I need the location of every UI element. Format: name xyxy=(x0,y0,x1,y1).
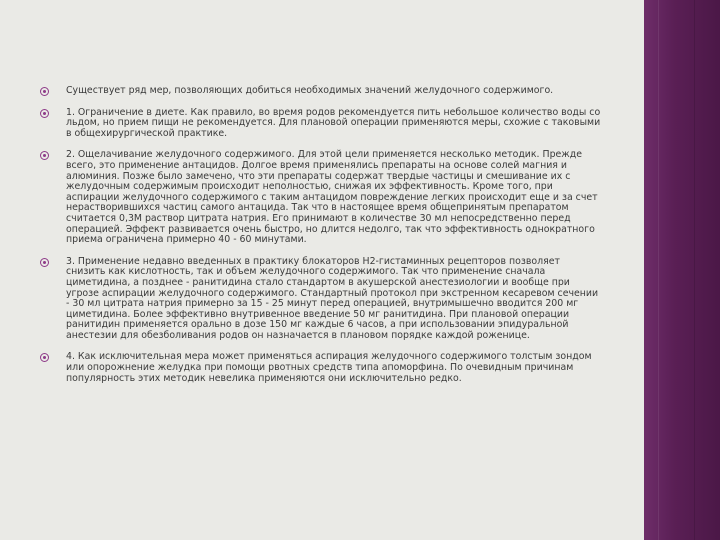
bullet-text: Существует ряд мер, позволяющих добиться необходимых значений желудочного содержимого. xyxy=(66,85,554,96)
bullet-circle-icon xyxy=(40,151,49,160)
bullet-item xyxy=(40,352,602,384)
bullet-circle-icon xyxy=(40,258,49,267)
bullet-text: 1. Ограничение в диете. Как правило, во время родов рекомендуется пить небольшое количество воды со льдом, но прием пищи не рекомендуется. Для плановой операции применяются меры, схожие с таковыми в общехирургической практике. xyxy=(66,106,601,139)
bullet-circle-icon xyxy=(40,109,49,118)
bullet-text: 4. Как исключительная мера может применяться аспирация желудочного содержимого толстым зондом или опорожнение желудка при помощи рвотных средств типа апоморфина. По очевидным причинам популярность этих методик невелика применяются они исключительно редко. xyxy=(66,351,592,384)
bullet-text: 3. Применение недавно введенных в практику блокаторов Н2-гистаминных рецепторов позволяет снизить как кислотность, так и объем желудочного содержимого. Так что применение сначала циметидина, а позднее - ранитидина стало стандартом в акушерской анестезиологии и вообще при угрозе аспирации желудочного содержимого. Стандартный протокол при экстренном кесаревом сечении - 30 мл цитрата натрия примерно за 15 - 25 минут перед операцией, внутримышечно вводится 200 мг циметидина. Более эффективно внутривенное введение 50 мг ранитидина. При плановой операции ранитидин применяется орально в дозе 150 мг каждые 6 часов, а при использовании эпидуральной анестезии для обезболивания родов он назначается в плановом порядке каждой роженице. xyxy=(66,255,599,341)
bullet-item xyxy=(40,257,602,342)
bullet-item xyxy=(40,108,602,140)
bullet-text: 2. Ощелачивание желудочного содержимого. Для этой цели применяется несколько методик. Прежде всего, это применение антацидов. Долгое время применялись препараты на основе солей магния и алюминия. Позже было замечено, что эти препараты содержат твердые частицы и смешивание их с желудочным содержимым происходит неполностью, снижая их эффективность. Кроме того, при аспирации желудочного содержимого с таким антацидом повреждение легких происходит еще и за счет нерастворившихся частиц самого антацида. Так что в настоящее время общепринятым препаратом считается 0,3М раствор цитрата натрия. Его принимают в количестве 30 мл непосредственно перед операцией. Эффект развивается очень быстро, но длится недолго, так что эффективность однократного приема ограничена примерно 40 - 60 минутами. xyxy=(66,149,598,246)
bullet-item xyxy=(40,86,602,97)
bullet-item xyxy=(40,150,602,245)
bullet-list xyxy=(40,86,602,395)
decorative-side-band xyxy=(644,0,720,540)
bullet-circle-icon xyxy=(40,353,49,362)
bullet-circle-icon xyxy=(40,87,49,96)
